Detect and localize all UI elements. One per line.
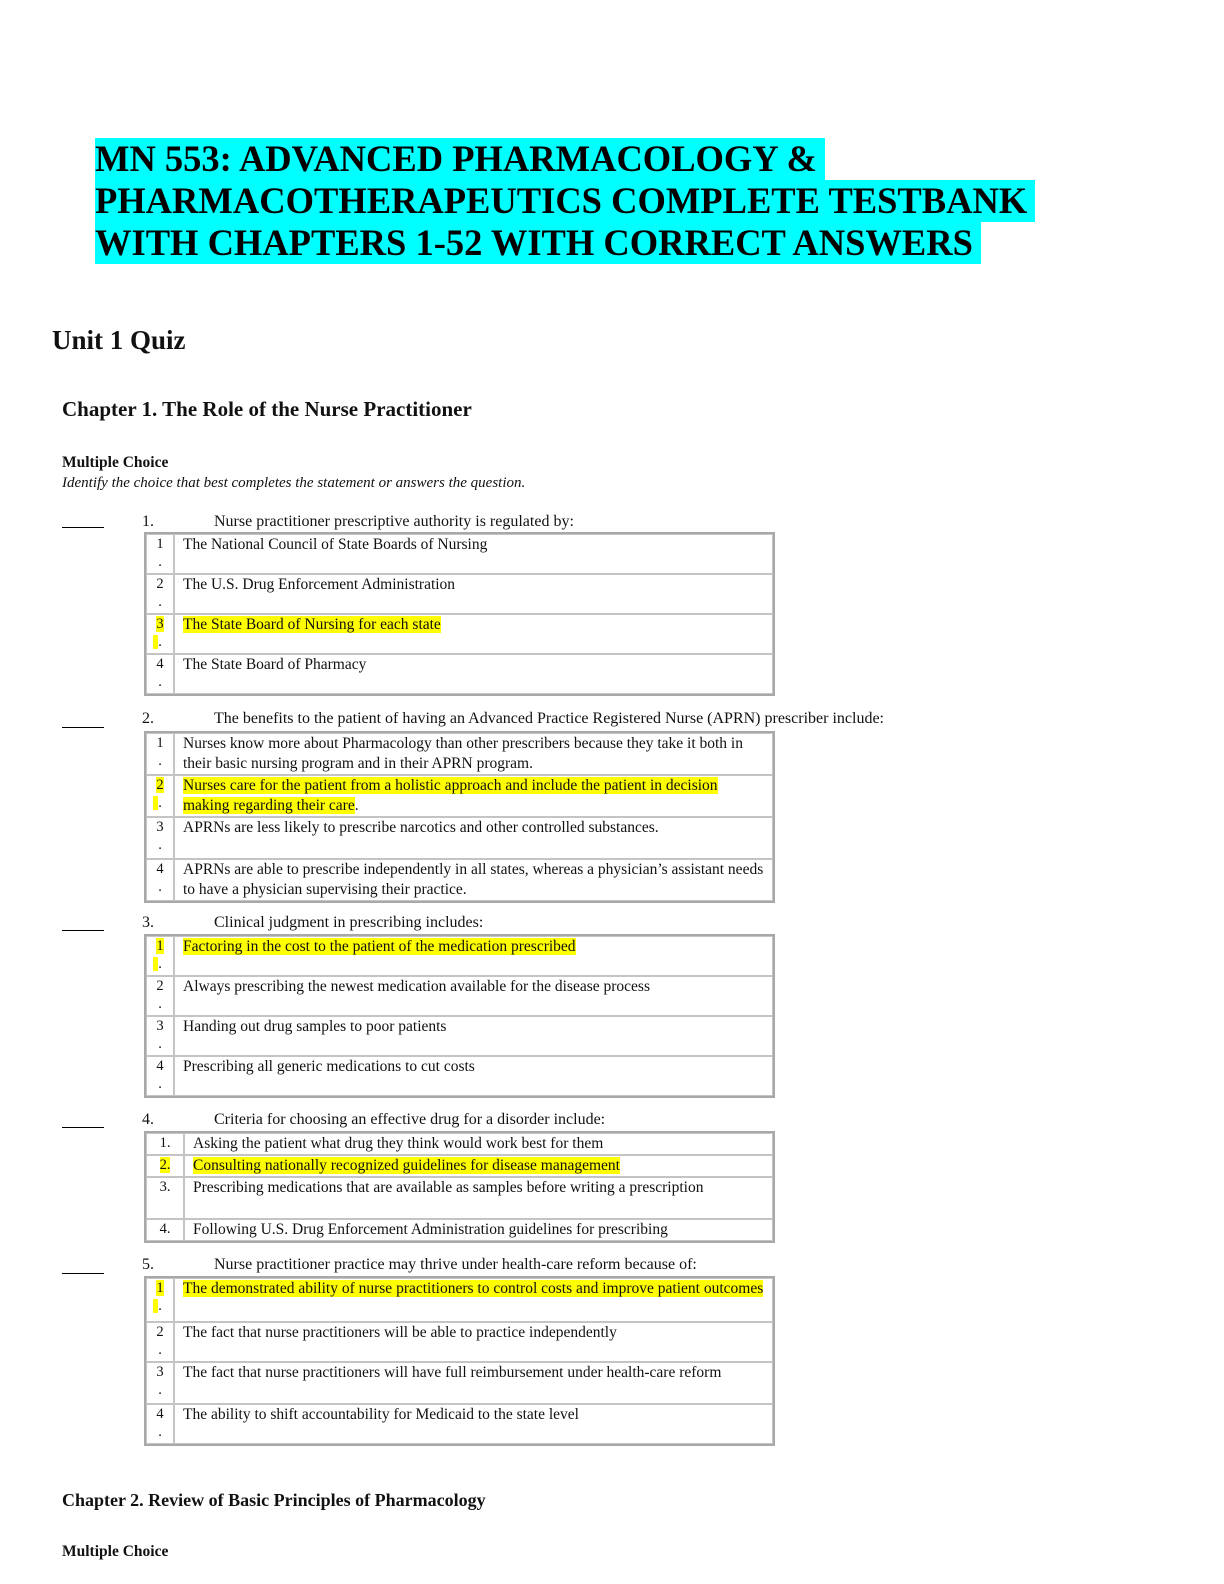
choice-text: Following U.S. Drug Enforcement Administration guidelines for prescribing	[184, 1219, 773, 1241]
question-number: 5.	[142, 1256, 154, 1273]
choice-row	[146, 1322, 773, 1362]
answer-blank	[62, 527, 104, 528]
choice-text: The National Council of State Boards of Nursing	[174, 534, 773, 574]
choices-table	[144, 731, 775, 903]
choice-text: Always prescribing the newest medication available for the disease process	[174, 976, 773, 1016]
choice-row	[146, 654, 773, 694]
choice-index: 1 .	[146, 534, 174, 574]
choice-row	[146, 1404, 773, 1444]
choice-row	[146, 574, 773, 614]
choice-text: The U.S. Drug Enforcement Administration	[174, 574, 773, 614]
choice-row-correct	[146, 1278, 773, 1322]
choice-text: Consulting nationally recognized guidelines for disease management	[184, 1155, 773, 1177]
choice-row	[146, 1056, 773, 1096]
choice-row-correct	[146, 614, 773, 654]
choices-table	[144, 1276, 775, 1446]
choice-row-correct	[146, 936, 773, 976]
choice-index: 1 .	[146, 936, 174, 976]
document-title	[95, 138, 1055, 264]
choice-index: 3.	[146, 1177, 184, 1219]
choice-text: Prescribing medications that are available as samples before writing a prescription	[184, 1177, 773, 1219]
choice-row	[146, 1133, 773, 1155]
choice-row	[146, 976, 773, 1016]
question-text: Clinical judgment in prescribing includes:	[214, 914, 484, 931]
question-number: 2.	[142, 710, 154, 727]
choice-index: 1 .	[146, 733, 174, 775]
instructions-text: Identify the choice that best completes the statement or answers the question.	[62, 475, 526, 491]
choice-index: 3 .	[146, 1362, 174, 1404]
choice-row	[146, 1219, 773, 1241]
choice-index: 2 .	[146, 1322, 174, 1362]
choices-table	[144, 532, 775, 696]
choice-text: The demonstrated ability of nurse practitioners to control costs and improve patient outcomes	[174, 1278, 773, 1322]
choice-text: APRNs are less likely to prescribe narcotics and other controlled substances.	[174, 817, 773, 859]
choice-text: Asking the patient what drug they think would work best for them	[184, 1133, 773, 1155]
choices-table	[144, 934, 775, 1098]
chapter-heading: Chapter 2. Review of Basic Principles of Pharmacology	[62, 1490, 486, 1510]
unit-heading: Unit 1 Quiz	[52, 325, 186, 355]
choice-text: The fact that nurse practitioners will be able to practice independently	[174, 1322, 773, 1362]
choices-table	[144, 1131, 775, 1243]
choice-index: 2 .	[146, 976, 174, 1016]
section-label: Multiple Choice	[62, 1543, 169, 1560]
choice-text: Nurses care for the patient from a holistic approach and include the patient in decision making regarding their care.	[174, 775, 773, 817]
choice-row	[146, 534, 773, 574]
question-text: Criteria for choosing an effective drug for a disorder include:	[214, 1111, 606, 1128]
choice-index: 4 .	[146, 654, 174, 694]
question-text: Nurse practitioner practice may thrive under health-care reform because of:	[214, 1256, 697, 1273]
choice-index: 2 .	[146, 775, 174, 817]
choice-row	[146, 1016, 773, 1056]
choice-index: 1.	[146, 1133, 184, 1155]
answer-blank	[62, 1273, 104, 1274]
question-number: 4.	[142, 1111, 154, 1128]
choice-index: 3 .	[146, 817, 174, 859]
answer-blank	[62, 727, 104, 728]
answer-blank	[62, 1127, 104, 1128]
question-text: The benefits to the patient of having an Advanced Practice Registered Nurse (APRN) prescriber include:	[214, 710, 884, 727]
choice-text: The ability to shift accountability for Medicaid to the state level	[174, 1404, 773, 1444]
choice-index: 1 .	[146, 1278, 174, 1322]
choice-text: Handing out drug samples to poor patients	[174, 1016, 773, 1056]
choice-text: APRNs are able to prescribe independently in all states, whereas a physician’s assistant needs to have a physician supervising their practice.	[174, 859, 773, 901]
choice-index: 2 .	[146, 574, 174, 614]
choice-row	[146, 859, 773, 901]
question-number: 3.	[142, 914, 154, 931]
choice-index: 4 .	[146, 1056, 174, 1096]
title-line: WITH CHAPTERS 1-52 WITH CORRECT ANSWERS	[95, 222, 981, 264]
choice-row-correct	[146, 1155, 773, 1177]
choice-row	[146, 1362, 773, 1404]
choice-text: Nurses know more about Pharmacology than other prescribers because they take it both in their basic nursing program and in their APRN program.	[174, 733, 773, 775]
choice-text: The State Board of Nursing for each state	[174, 614, 773, 654]
section-label: Multiple Choice	[62, 454, 169, 471]
choice-row	[146, 733, 773, 775]
chapter-heading: Chapter 1. The Role of the Nurse Practitioner	[62, 397, 472, 421]
answer-blank	[62, 930, 104, 931]
question-number: 1.	[142, 513, 154, 530]
choice-index: 2.	[146, 1155, 184, 1177]
choice-row	[146, 817, 773, 859]
title-line: MN 553: ADVANCED PHARMACOLOGY &	[95, 138, 825, 180]
choice-text: The State Board of Pharmacy	[174, 654, 773, 694]
choice-index: 3 .	[146, 1016, 174, 1056]
choice-index: 4.	[146, 1219, 184, 1241]
choice-text: Prescribing all generic medications to cut costs	[174, 1056, 773, 1096]
choice-row	[146, 1177, 773, 1219]
choice-index: 3 .	[146, 614, 174, 654]
choice-text: Factoring in the cost to the patient of the medication prescribed	[174, 936, 773, 976]
question-text: Nurse practitioner prescriptive authority is regulated by:	[214, 513, 574, 530]
choice-text: The fact that nurse practitioners will have full reimbursement under health-care reform	[174, 1362, 773, 1404]
title-line: PHARMACOTHERAPEUTICS COMPLETE TESTBANK	[95, 180, 1035, 222]
choice-row-correct	[146, 775, 773, 817]
choice-index: 4 .	[146, 859, 174, 901]
choice-index: 4 .	[146, 1404, 174, 1444]
